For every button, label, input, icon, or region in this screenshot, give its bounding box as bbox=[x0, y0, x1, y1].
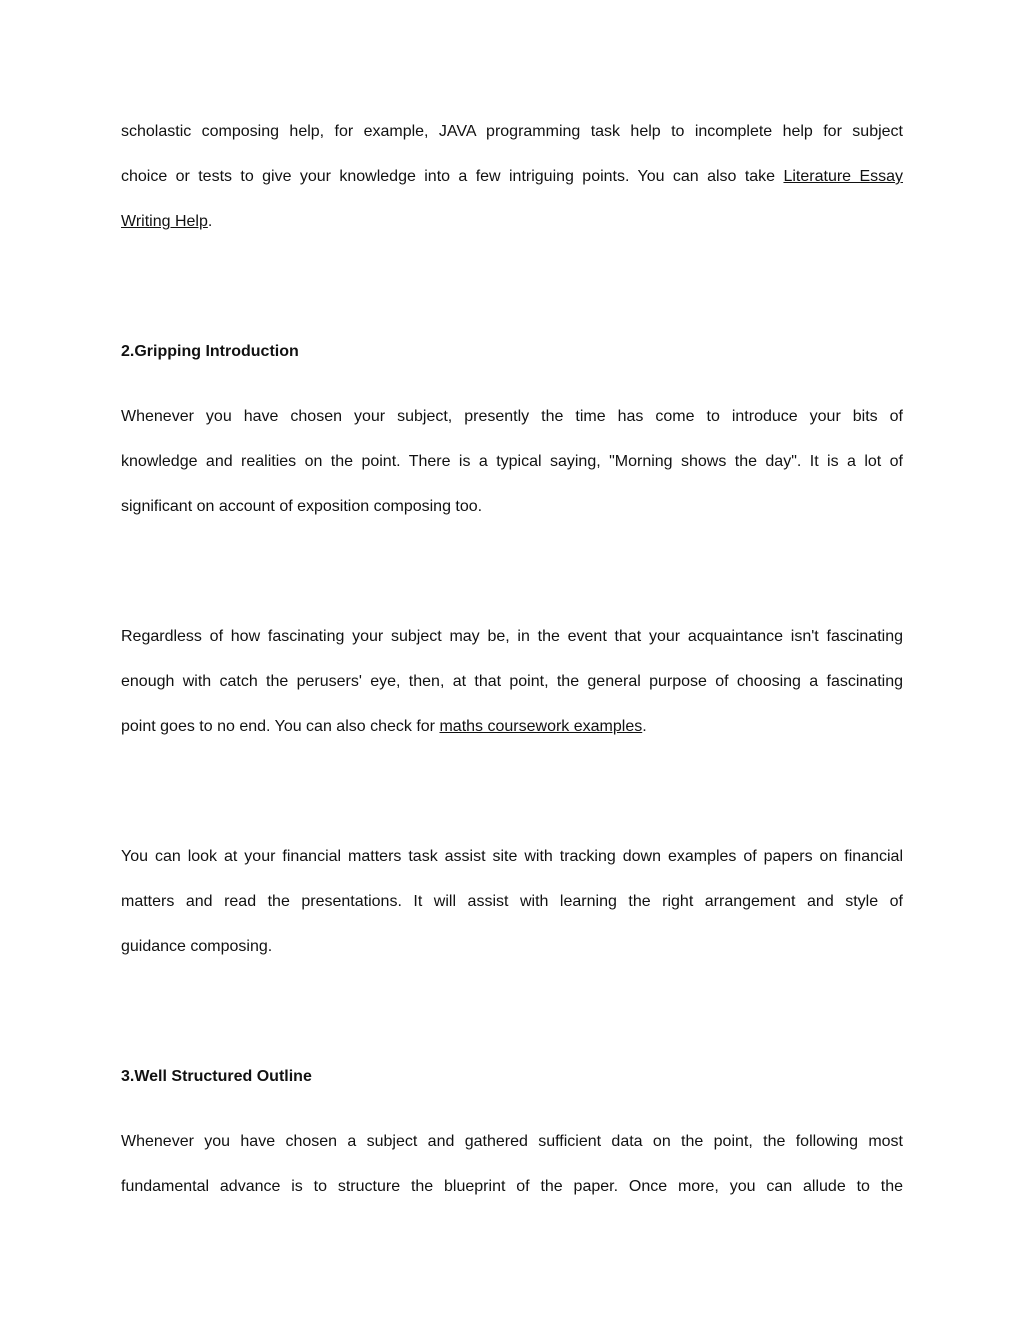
paragraph-text: . bbox=[207, 213, 213, 230]
paragraph-line: significant on account of exposition composing too. bbox=[121, 498, 483, 515]
paragraph-text: point goes to no end. You can also check for bbox=[121, 718, 436, 735]
paragraph-line: You can look at your financial matters task assist site with tracking down examples of papers on financial bbox=[121, 848, 903, 865]
writing-help-link[interactable]: Writing Help bbox=[121, 213, 208, 230]
paragraph-line: Whenever you have chosen a subject and gathered sufficient data on the point, the following most bbox=[121, 1133, 903, 1150]
section-heading: 2.Gripping Introduction bbox=[121, 343, 299, 360]
paragraph-line: knowledge and realities on the point. There is a typical saying, "Morning shows the day". It is a lot of bbox=[121, 453, 903, 470]
paragraph-line bbox=[121, 212, 903, 232]
paragraph-text: choice or tests to give your knowledge into a few intriguing points. You can also take bbox=[121, 168, 776, 185]
paragraph-line: matters and read the presentations. It will assist with learning the right arrangement and style of bbox=[121, 893, 903, 910]
paragraph-line: fundamental advance is to structure the blueprint of the paper. Once more, you can allude to the bbox=[121, 1178, 903, 1195]
paragraph-line: Whenever you have chosen your subject, presently the time has come to introduce your bits of bbox=[121, 408, 903, 425]
literature-essay-link[interactable]: Literature Essay bbox=[783, 168, 903, 185]
maths-coursework-link[interactable]: maths coursework examples bbox=[439, 718, 643, 735]
paragraph-text: . bbox=[642, 718, 647, 735]
paragraph-line: guidance composing. bbox=[121, 938, 273, 955]
paragraph-line bbox=[121, 717, 903, 737]
section-heading: 3.Well Structured Outline bbox=[121, 1068, 312, 1085]
paragraph-line bbox=[121, 167, 903, 187]
paragraph-line: enough with catch the perusers' eye, then, at that point, the general purpose of choosing a fascinating bbox=[121, 673, 903, 690]
paragraph-line: Regardless of how fascinating your subject may be, in the event that your acquaintance isn't fascinating bbox=[121, 628, 903, 645]
paragraph-line: scholastic composing help, for example, JAVA programming task help to incomplete help for subject bbox=[121, 123, 903, 140]
